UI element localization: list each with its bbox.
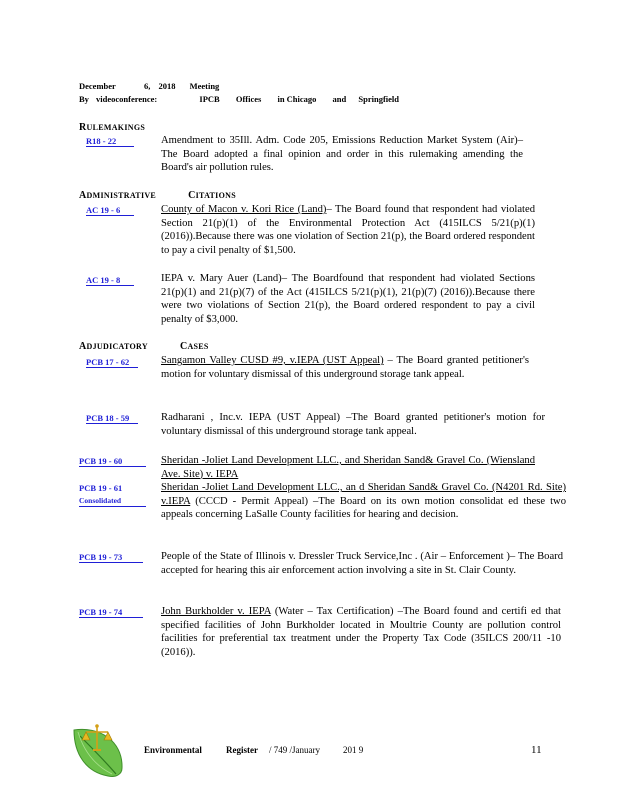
entry-pcb18-59 [161,411,545,438]
footer-publication: Environmental [144,745,202,755]
case-title: Sangamon Valley CUSD #9, v.IEPA (UST Appeal) [161,355,384,366]
entry-text: (Water – Tax Certification) –The Board found and certifi ed that specified facilities of John Burkholder located in Moultrie County are pollution control facilities for preferential tax treatment under the Property Tax Code (35ILCS 200/11 -10 (2016)). [161,606,562,658]
section-cap: C [179,341,188,352]
header-by: By [79,94,89,104]
footer-year: 201 9 [343,745,364,755]
header-day: 6, [143,81,151,91]
section-cap: C [188,190,196,201]
case-title: County of Macon v. Kori Rice (Land) [161,204,327,215]
section-heading-adjudicatory-cases [79,341,209,352]
footer-register: Register [226,745,258,755]
docket-link-pcb19-74[interactable]: PCB 19 - 74 [79,607,143,618]
section-heading-rulemakings [79,122,145,133]
header-chicago: in Chicago [277,94,317,104]
docket-link-pcb19-61[interactable]: PCB 19 - 61 [79,483,123,493]
entry-text: People of the State of Illinois v. Dressler Truck Service,Inc . (Air – Enforcement )– The Board accepted for hearing this air enforcement action involving a site in St. Clair County. [161,551,563,576]
consolidated-label: Consolidated [79,496,146,507]
entry-ac19-6 [161,203,535,257]
entry-text: IEPA v. Mary Auer (Land)– The Boardfound that respondent had violated Sections 21(p)(1) and 21(p)(7) of the Act (415ILCS 5/21(p)(1), 21(p)(7) (2016)).Because there were two violations of Section 21(p), the Board ordered respondent to pay a civil penalty of $3,000. [161,273,535,325]
section-rest: DJUDICATORY [86,342,148,351]
footer-issue: / 749 /January [269,745,320,755]
meeting-location-line [79,93,399,106]
entry-ac19-8 [161,272,535,326]
entry-pcb19-73 [161,550,563,577]
section-cap: R [79,122,87,133]
header-videoconference: videoconference: [96,94,158,104]
section-cap: A [79,190,87,201]
docket-link-pcb17-62[interactable]: PCB 17 - 62 [86,357,138,368]
entry-pcb19-60 [161,454,535,481]
section-heading-administrative-citations [79,190,236,201]
docket-link-ac19-8[interactable]: AC 19 - 8 [86,275,134,286]
entry-text: – The Board granted petitioner's motion for voluntary dismissal of this underground storage tank appeal. [161,355,529,380]
case-title: Sheridan -Joliet Land Development LLC., and Sheridan Sand& Gravel Co. (Wiensland Ave. Site) v. IEPA [161,455,535,480]
meeting-header [79,80,399,106]
entry-text: Radharani , Inc.v. IEPA (UST Appeal) –The Board granted petitioner's motion for voluntary dismissal of this underground storage tank appeal. [161,412,545,437]
entry-pcb17-62 [161,354,529,381]
ipcb-leaf-scales-logo [68,722,126,778]
docket-link-ac19-6[interactable]: AC 19 - 6 [86,205,134,216]
header-month: December [79,81,116,91]
section-rest: ULEMAKINGS [86,123,146,132]
section-rest: ASES [187,342,209,351]
section-cap: A [79,341,87,352]
section-rest: DMINISTRATIVE [86,191,157,200]
page-number: 11 [531,744,542,756]
case-title: John Burkholder v. IEPA [161,606,271,617]
docket-link-pcb19-60[interactable]: PCB 19 - 60 [79,456,146,467]
docket-link-r18-22[interactable]: R18 - 22 [86,136,134,147]
header-ipcb: IPCB [199,94,220,104]
header-springfield: Springfield [358,94,400,104]
entry-text: Amendment to 35Ill. Adm. Code 205, Emissions Reduction Market System (Air)–The Board adopted a final opinion and order in this rulemaking amending the Board's air pollution rules. [161,135,523,173]
entry-pcb19-61 [161,481,566,522]
entry-text: – The Board found that respondent had violated Section 21(p)(1) of the Environmental Protection Act (415ILCS 5/21(p)(1) (2016)).Because there was one violation of Section 21(p), the Board ordered respondent to pay a civil penalty of $1,500. [161,204,535,256]
entry-text: (CCCD - Permit Appeal) –The Board on its own motion consolidat ed these two appeals concerning LaSalle County facilities for hearing and decision. [161,495,566,520]
docket-link-pcb19-73[interactable]: PCB 19 - 73 [79,552,143,563]
case-title: Sheridan -Joliet Land Development LLC., an d Sheridan Sand& Gravel Co. (N4201 Rd. Site) v.IEPA [161,482,566,507]
header-and: and [332,94,347,104]
entry-r18-22 [161,134,523,175]
header-year: 2018 [158,81,176,91]
header-offices: Offices [235,94,262,104]
docket-link-pcb18-59[interactable]: PCB 18 - 59 [86,413,138,424]
header-meeting: Meeting [189,81,220,91]
meeting-date-line [79,80,399,93]
section-rest: ITATIONS [195,191,236,200]
entry-pcb19-74 [161,605,561,659]
